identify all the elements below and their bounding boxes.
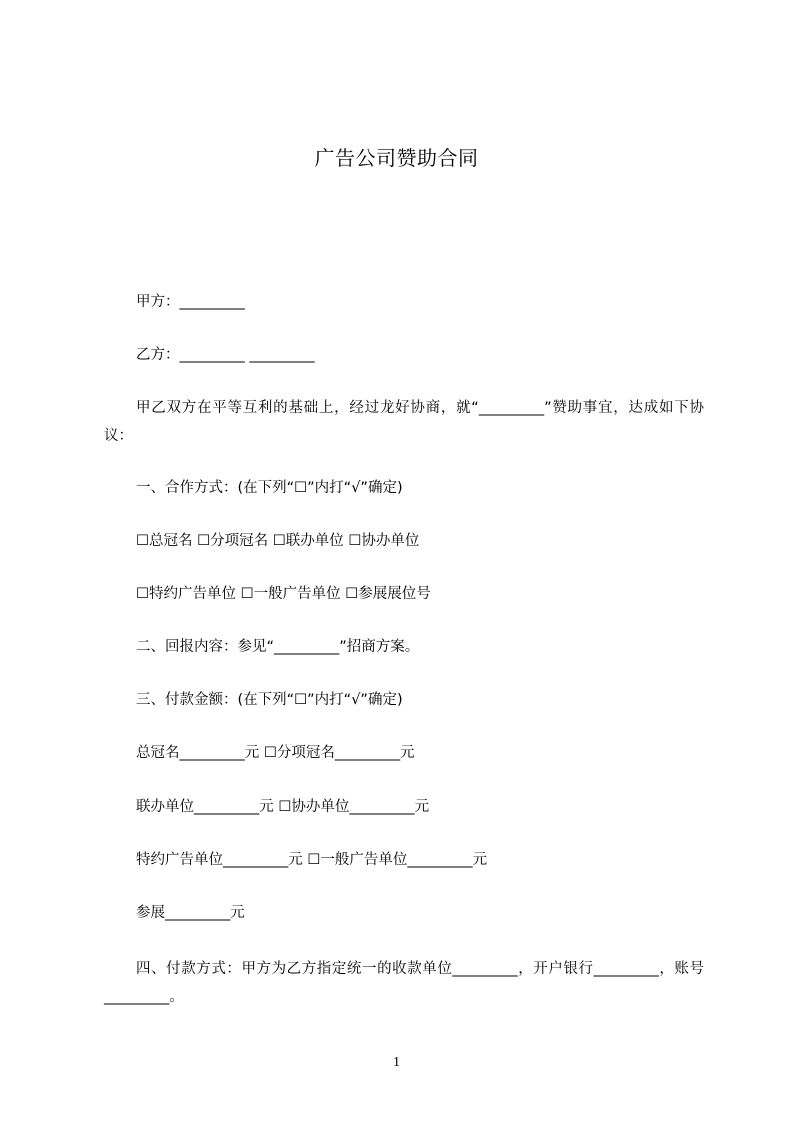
section3-row1: 总冠名_________元 ☐分项冠名_________元: [136, 745, 415, 761]
page-number: 1: [393, 1055, 400, 1070]
section3-heading: 三、付款金额：(在下列“☐”内打“√”确定): [136, 692, 403, 708]
document-title: 广告公司赞助合同: [314, 146, 479, 170]
section1-options-row2: ☐特约广告单位 ☐一般广告单位 ☐参展展位号: [136, 586, 431, 602]
section3-row2: 联办单位_________元 ☐协办单位_________元: [136, 799, 430, 815]
section3-row4: 参展_________元: [136, 905, 245, 921]
party-b-line: 乙方：_________ _________: [136, 347, 315, 363]
section1-options-row1: ☐总冠名 ☐分项冠名 ☐联办单位 ☐协办单位: [136, 533, 420, 549]
section4-paragraph: 四、付款方式：甲方为乙方指定统一的收款单位_________，开户银行_________，账号_________。: [104, 961, 704, 1005]
intro-paragraph: 甲乙双方在平等互利的基础上，经过龙好协商，就“_________”赞助事宜，达成如下协议：: [104, 400, 704, 444]
party-a-line: 甲方：_________: [136, 294, 245, 310]
section2-line: 二、回报内容：参见“_________”招商方案。: [136, 639, 420, 655]
section1-heading: 一、合作方式：(在下列“☐”内打“√”确定): [136, 480, 403, 496]
section3-row3: 特约广告单位_________元 ☐一般广告单位_________元: [136, 852, 488, 868]
